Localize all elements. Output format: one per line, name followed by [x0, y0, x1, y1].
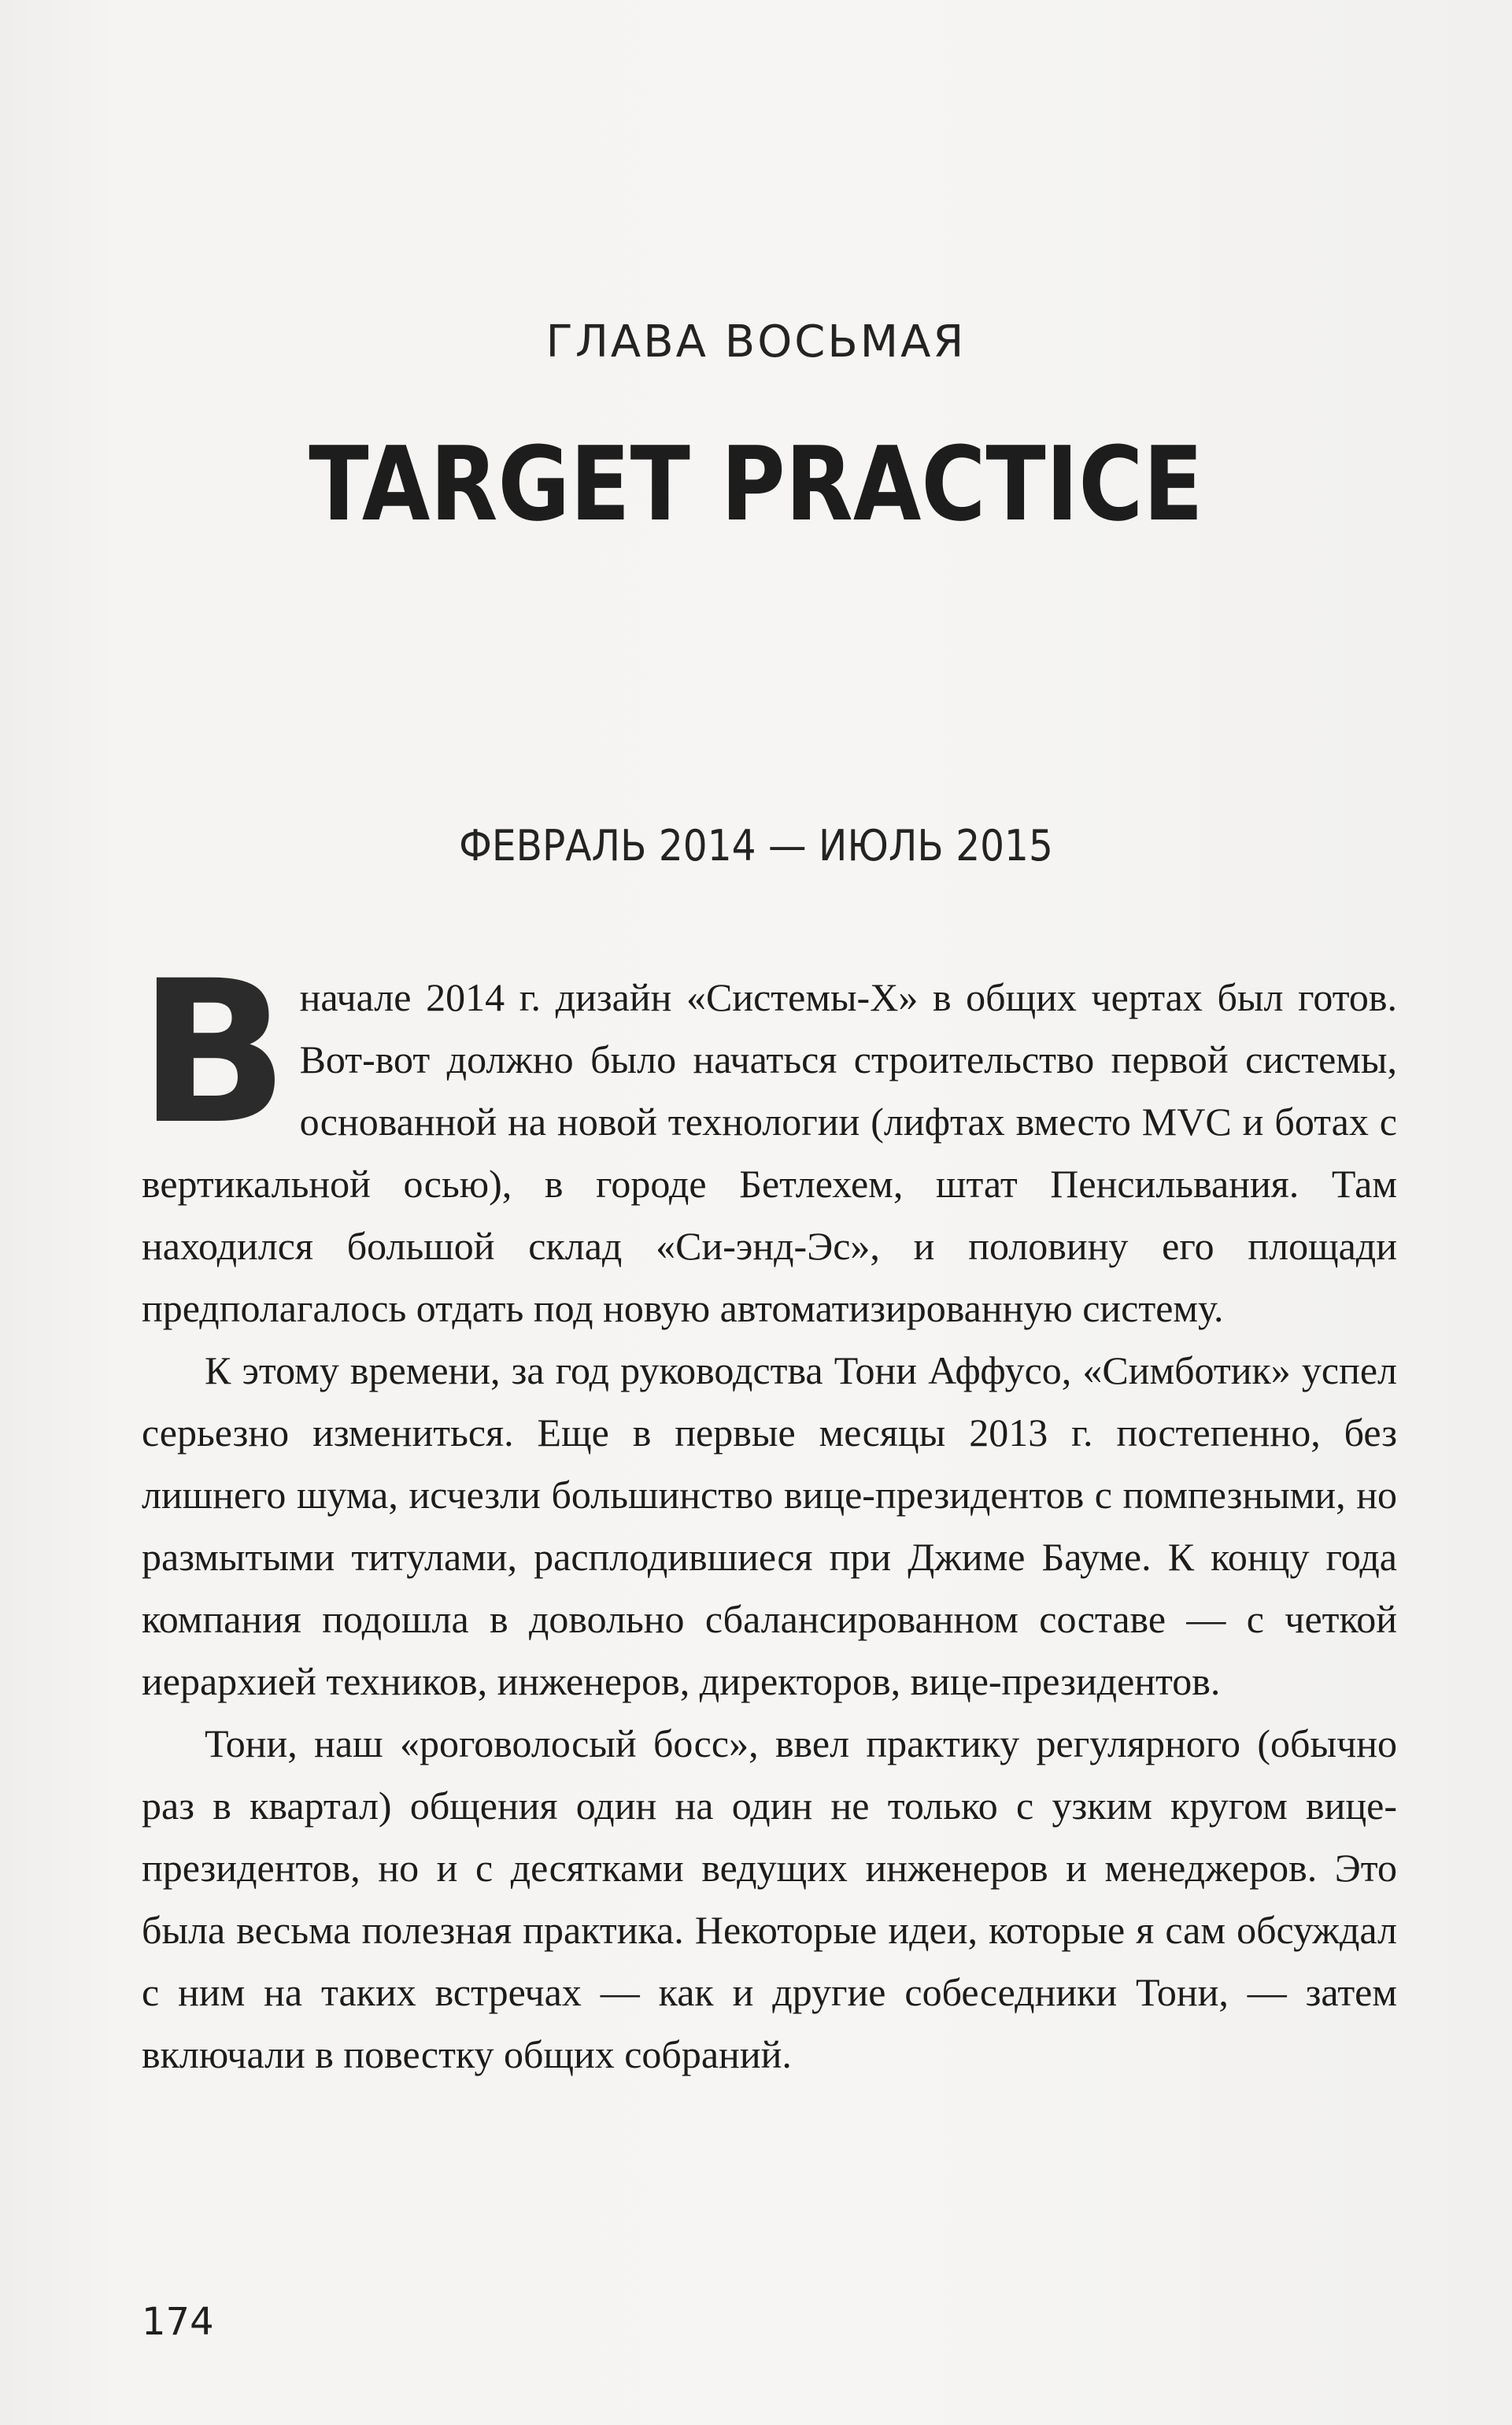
chapter-date-range: ФЕВРАЛЬ 2014 — ИЮЛЬ 2015	[459, 821, 1053, 871]
page-number: 174	[142, 2300, 214, 2344]
chapter-label: ГЛАВА ВОСЬМАЯ	[545, 316, 967, 368]
body-text	[139, 938, 1397, 2086]
paragraph-3: Тони, наш «роговолосый босс», ввел практику регулярного (обычно раз в квартал) общения один на один не только с узким кругом вице-президентов, но и с десятками ведущих инженеров и менеджеров. Это была весьма полезная практика. Некоторые идеи, которые я сам обсуждал с ним на таких встречах — как и другие собеседники Тони, — затем включали в повестку общих собраний.	[142, 1721, 1397, 2076]
drop-cap: В	[139, 938, 289, 1167]
paragraph-1	[139, 938, 1397, 1340]
paragraph-2: К этому времени, за год руководства Тони Аффусо, «Симботик» успел серьезно измениться. Еще в первые месяцы 2013 г. постепенно, без лишнего шума, исчезли большинство вице-президентов с помпезными, но размытыми титулами, расплодившиеся при Джиме Бауме. К концу года компания подошла в довольно сбалансированном составе — с четкой иерархией техников, инженеров, директоров, вице-президентов.	[142, 1348, 1397, 1703]
paragraph-1-text: начале 2014 г. дизайн «Системы-Х» в общих чертах был готов. Вот-вот должно было начаться строительство первой системы, основанной на новой технологии (лифтах вместо MVC и ботах с вертикальной осью), в городе Бетлехем, штат Пенсильвания. Там находился большой склад «Си-энд-Эс», и половину его площади предполагалось отдать под новую автоматизированную систему.	[142, 975, 1397, 1330]
chapter-title: TARGET PRACTICE	[309, 424, 1203, 544]
